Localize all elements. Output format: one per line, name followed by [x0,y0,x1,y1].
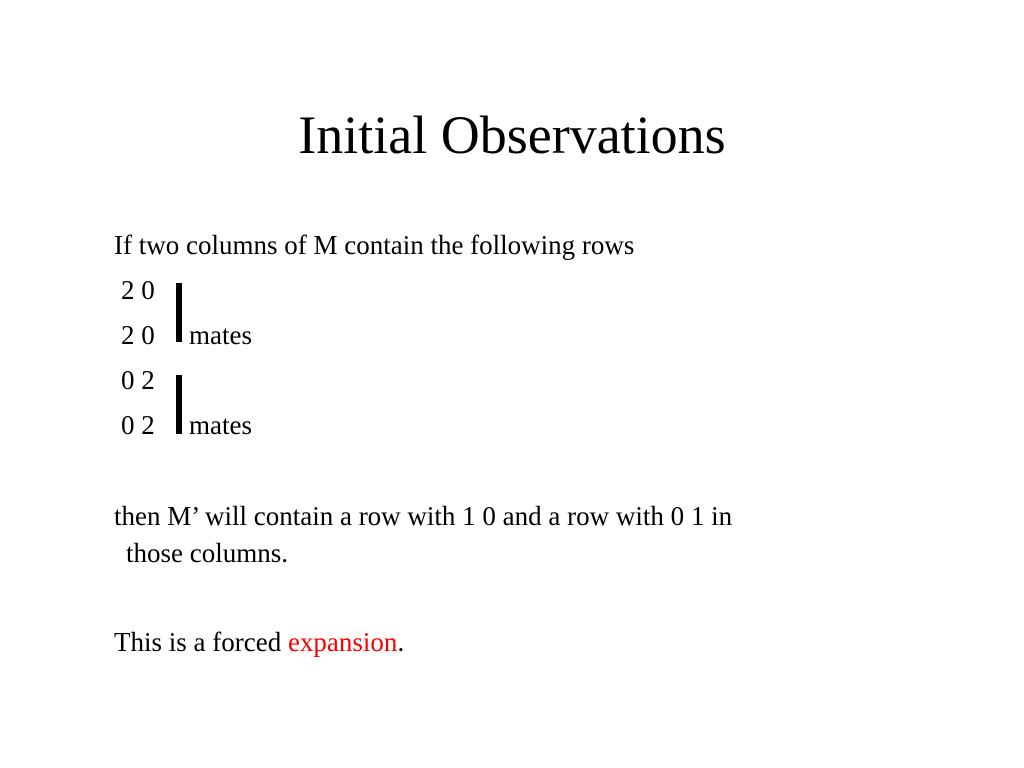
pair-2-bracket [176,375,182,434]
pair-1-row-a: 2 0 [121,275,155,305]
conclusion-highlight: expansion [287,627,398,657]
slide-title: Initial Observations [298,105,726,165]
pair-1-label: mates [189,320,252,350]
intro-text: If two columns of M contain the following rows [114,230,635,260]
consequence-line-1: then M’ will contain a row with 1 0 and a row with 0 1 in [114,501,733,531]
conclusion-suffix: . [397,627,405,657]
pair-2-label: mates [189,410,252,440]
pair-2-row-b: 0 2 [121,410,155,440]
pair-1-bracket [176,283,182,342]
pair-1-row-b: 2 0 [121,320,155,350]
consequence-line-2: those columns. [126,538,288,568]
conclusion-prefix: This is a forced [114,627,288,657]
pair-2-row-a: 0 2 [121,365,155,395]
conclusion-text [114,626,404,658]
